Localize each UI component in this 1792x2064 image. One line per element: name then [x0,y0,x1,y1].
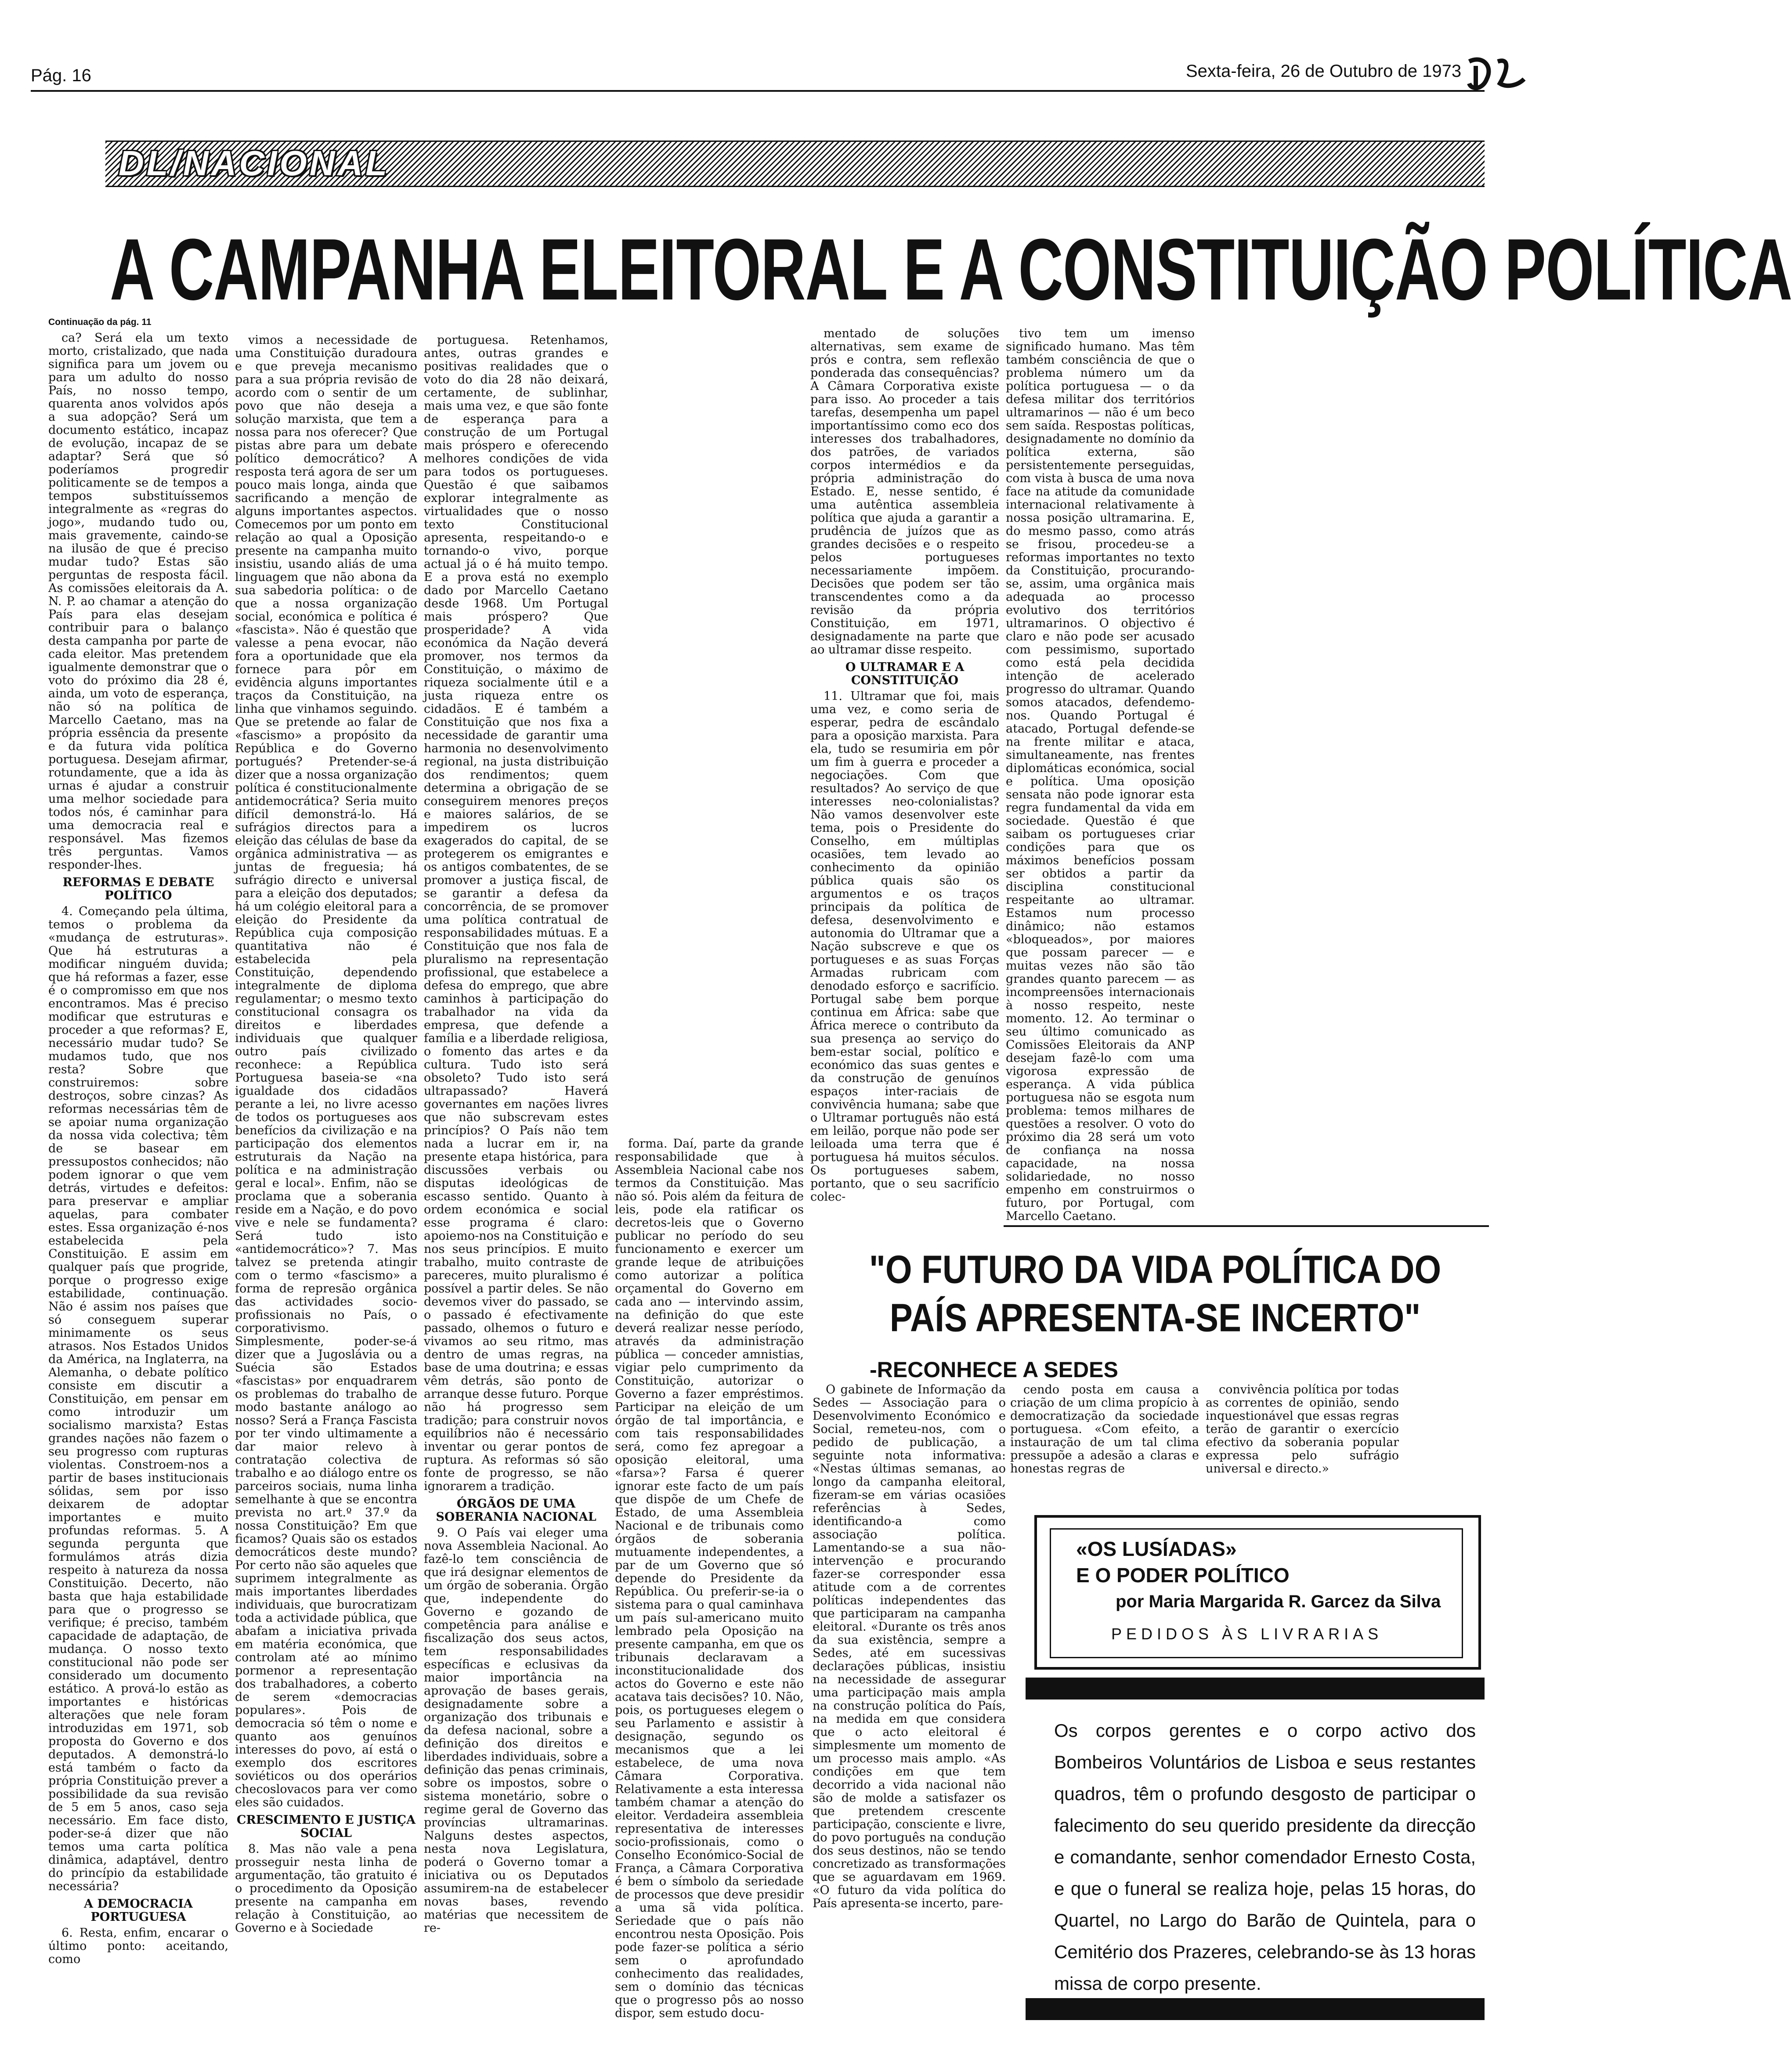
body-text: cendo posta em causa a criação de um clima propício à democratização da sociedade portuguesa. «Com efeito, a instauração de um tal clima pressupõe a adesão a claras e honestas regras de [1010,1383,1199,1476]
book-ad-subtitle: E O PODER POLÍTICO [1076,1564,1290,1587]
section-divider [1004,1225,1489,1227]
article-column-5 [810,327,999,1210]
body-text: O gabinete de Informação da Sedes — Associação para o Desenvolvimento Económico e Social, remeteu-nos, com o pedido de publicação, a seguinte nota informativa: «Nestas últimas semanas, ao longo da campanha eleitoral, fizeram-se em várias ocasiões referências à Sedes, identificando-a como associação política. Lamentando-se a sua não-intervenção e procurando fazer-se corresponder essa atitude com a de correntes políticas independentes das que participaram na campanha eleitoral. «Durante os três anos da sua existência, sempre a Sedes, até em sucessivas declarações públicas, insistiu na necessidade de assegurar uma participação mais ampla na construção política do País, na medida em que considera que o acto eleitoral é simplesmente um momento de um processo mais amplo. «As condições em que tem decorrido a vida nacional não são de molde a satisfazer os que pretendem crescente participação, consciente e livre, do povo português na condução dos seus destinos, não se tendo concretizado as transformações que se aguardavam em 1969. «O futuro da vida política do País apresenta-se incerto, pare- [813,1383,1006,1910]
body-text: 4. Começando pela última, temos o problema da «mudança de estruturas». Que há estruturas a modificar ninguém duvida; que há reformas a fazer, esse é o compromisso em que nos encontramos. Mas é preciso modificar que estruturas e proceder a que reformas? E, necessário mudar tudo? Se mudamos tudo, que nos resta? Sobre que construiremos: sobre destroços, sobre cinzas? As reformas necessárias têm de se apoiar numa organização da nossa vida colectiva; têm de se basear em pressupostos conhecidos; não podem ignorar o que vem detrás, virtudes e defeitos: para preservar e ampliar aquelas, para combater estes. Essa organização é-nos estabelecida pela Constituição. E assim em qualquer país que progride, porque o progresso exige estabilidade, continuação. Não é assim nos países que só conseguem superar minimamente os seus atrasos. Nos Estados Unidos da América, na Inglaterra, na Alemanha, o debate político consiste em discutir a Constituição, em pensar em como introduzir um socialismo marxista? Estas grandes nações não fazem o seu progresso com rupturas violentas. Constroem-nos a partir de bases institucionais sólidas, sem por isso deixarem de adoptar importantes e muito profundas reformas. 5. A segunda pergunta que formulámos atrás dizia respeito à natureza da nossa Constituição. Decerto, não basta que haja estabilidade para que o progresso se verifique; é preciso, também capacidade de adaptação, de mudança. O nosso texto constitucional não pode ser considerado um documento estático. A prová-lo estão as importantes e históricas alterações que nele foram introduzidas em 1971, sob proposta do Governo e dos deputados. A demonstrá-lo está também o facto da própria Constituição prever a possibilidade da sua revisão de 5 em 5 anos, caso seja necessário. Em face disto, poder-se-á dizer que não temos uma carta política dinâmica, adaptável, dentro do princípio da estabilidade necessária? [48,905,228,1893]
book-ad-title: «OS LUSÍADAS» [1076,1537,1237,1560]
body-text: vimos a necessidade de uma Constituição duradoura e que preveja mecanismo para a sua própria revisão de acordo com o sentir de um povo que não deseja a solução marxista, que tem a nossa para nos oferecer? Que pistas abre para um debate político democrático? A resposta terá agora de ser um pouco mais longa, ainda que sacrificando a menção de alguns importantes aspectos. Comecemos por um ponto em relação ao qual a Oposição presente na campanha muito insistiu, usando aliás de uma linguagem que não abona da sua sabedoria política: o de que a nossa organização social, económica e política é «fascista». Não é questão que valesse a pena evocar, não fora a oportunidade que ela fornece para pôr em evidência alguns importantes traços da Constituição, na linha que vinhamos seguindo. Que se pretende ao falar de «fascismo» a propósito da República e do Governo portugués? Pretender-se-á dizer que a nossa organização política é constitucionalmente antidemocrática? Seria muito difícil demonstrá-lo. Há sufrágios directos para a eleição das células de base da orgânica administrativa — as juntas de freguesia; há sufrágio directo e universal para a eleição dos deputados; há um colégio eleitoral para a eleição do Presidente da República cuja composição quantitativa não é estabelecida pela Constituição, dependendo integralmente de diploma regulamentar; o mesmo texto constitucional consagra os direitos e liberdades individuais que qualquer outro país civilizado reconhece: a República Portuguesa baseia-se «na igualdade dos cidadãos perante a lei, no livre acesso de todos os portugueses aos benefícios da civilização e na participação dos elementos estruturais da Nação na política e na administração geral e local». Enfim, não se proclama que a soberania reside em a Nação, e do povo vive e nele se fundamenta? Será tudo isto «antidemocrático»? 7. Mas talvez se pretenda atingir com o termo «fascismo» a forma de represão orgânica das actividades socio-profissionais no País, o corporativismo. Simplesmente, poder-se-á dizer que a Jugoslávia ou a Suécia são Estados «fascistas» por enquadrarem os problemas do trabalho de modo bastante análogo ao nosso? Será a França Fascista por ter vindo ultimamente a dar maior relevo à contratação colectiva de trabalho e ao diálogo entre os parceiros sociais, numa linha semelhante à que se encontra prevista no art.º 37.º da nossa Constituição? Em que ficamos? Quais são os estados democráticos deste mundo? Por certo não são aqueles que suprimem integralmente as mais importantes liberdades individuais, que burocratizam toda a actividade pública, que abafam a iniciativa privada em matéria económica, que controlam até ao mínimo pormenor a representação dos trabalhadores, a coberto de serem «democracias populares». Pois de democracia só têm o nome e quanto aos genuínos interesses do povo, aí está o exemplo dos escritores soviéticos ou dos operários checoslovacos para ver como eles são cuidados. [235,333,417,1809]
mourning-bar-top [1026,1678,1485,1700]
subheading: CRESCIMENTO E JUSTIÇA SOCIAL [236,1813,416,1840]
article-column-2 [235,334,417,2042]
body-text: convivência política por todas as correntes de opinião, sendo inquestionável que essas regras terão de garantir o exercício efectivo da soberania popular expressa pelo sufrágio universal e directo.» [1206,1383,1399,1476]
body-text: 9. O País vai eleger uma nova Assembleia Nacional. Ao fazê-lo tem consciência de que irá designar elementos de um órgão de soberania. Órgão que, independente do Governo e gozando de competência para análise e fiscalização dos seus actos, tem responsabilidades específicas e eclusivas da maior importância na aprovação de bases gerais, designadamente sobre a organização dos tribunais e da defesa nacional, sobre a definição dos direitos e liberdades individuais, sobre a definição das penas criminais, sobre os impostos, sobre o sistema monetário, sobre o regime geral de Governo das províncias ultramarinas. Nalguns destes aspectos, nesta nova Legislatura, poderá o Governo tomar a iniciativa ou os Deputados assumirem-na de estabelecer novas bases, revendo matérias que necessitem de re- [424,1526,608,1935]
body-text: mentado de soluções alternativas, sem exame de prós e contra, sem reflexão ponderada das consequências? A Câmara Corporativa existe para isso. Ao proceder a tais tarefas, desempenha um papel importantíssimo como eco dos interesses dos trabalhadores, dos patrões, de variados corpos intermédios e da própria administração do Estado. E, nesse sentido, é uma autêntica assembleia política que ajuda a garantir a prudência de juízos que as grandes decisões e o respeito pelos portugueses necessariamente impõem. Decisões que podem ser tão transcendentes como a da revisão da própria Constituição, em 1971, designadamente na parte que ao ultramar disse respeito. [810,327,999,657]
book-ad-author: por Maria Margarida R. Garcez da Silva [1116,1592,1441,1611]
subheading: O ULTRAMAR E A CONSTITUIÇÃO [845,660,965,687]
body-text: ca? Será ela um texto morto, cristalizado, que nada significa para um jovem ou para um adulto do nosso País, no nosso tempo, quarenta anos volvidos após a sua adopção? Será um documento estático, incapaz de evolução, incapaz de se adaptar? Será que só poderíamos progredir politicamente se de tempos a tempos substituíssemos integralmente as «regras do jogo», mudando tudo ou, mais gravemente, caindo-se na ilusão de que é preciso mudar tudo? Estas são perguntas de resposta fácil. As comissões eleitorais da A. N. P. ao chamar a atenção do País para elas desejam contribuir para o balanço desta campanha por parte de cada eleitor. Mas pretendem igualmente demonstrar que o voto do próximo dia 28 é, ainda, um voto de esperança, não só na política de Marcello Caetano, mas na própria essência da presente e da futura vida política portuguesa. Desejam afirmar, rotundamente, que a ida às urnas é ajudar a construir uma melhor sociedade para todos nós, é caminhar para uma democracia real e responsável. Mas fizemos três perguntas. Vamos responder-lhes. [48,331,228,872]
book-ad-order-line: PEDIDOS ÀS LIVRARIAS [1111,1625,1383,1643]
mourning-bar-bottom [1026,1998,1485,2020]
body-text: 8. Mas não vale a pena prosseguir nesta linha de argumentação, tão gratuito é o procedimento da Oposição presente na campanha em relação à Constituição, ao Governo e à Sociedade [235,1842,417,1935]
sedes-column-3 [1206,1383,1399,1502]
section-label: DL/NACIONAL [119,144,390,183]
article-column-3 [424,334,608,2042]
obituary-notice: Os corpos gerentes e o corpo activo dos Bombeiros Voluntários de Lisboa e seus restantes quadros, têm o profundo desgosto de participar o falecimento do seu querido presidente da direcção e comandante, senhor comendador Ernesto Costa, e que o funeral se realiza hoje, pelas 15 horas, do Quartel, no Largo do Barão de Quintela, para o Cemitério dos Prazeres, celebrando-se às 13 horas missa de corpo presente. [1054,1720,1476,1994]
subheading: REFORMAS E DEBATE POLÍTICO [62,876,214,902]
subheading: A DEMOCRACIA PORTUGUESA [84,1897,193,1924]
continuation-note: Continuação da pág. 11 [48,317,152,327]
body-text: 6. Resta, enfim, encarar o último ponto: aceitando, como [48,1926,228,1966]
article-column-4 [615,1137,804,2042]
sedes-subheadline: -RECONHECE A SEDES [870,1357,1118,1382]
header-rule [31,90,1485,92]
body-text: forma. Daí, parte da grande responsabilidade que à Assembleia Nacional cabe nos termos da Constituição. Mas não só. Pois além da feitura de leis, pode ela ratificar os decretos-leis que o Governo publicar no período do seu funcionamento e exercer um grande leque de atribuições como autorizar a política orçamental do Governo em cada ano — intervindo assim, na definição do que este deverá realizar nesse período, através da administração pública — conceder amnistias, vigiar pelo cumprimento da Constituição, autorizar o Governo a fazer empréstimos. Participar na eleição de um órgão de tal importância, e com tais responsabilidades será, como fez apregoar a oposição eleitoral, uma «farsa»? Farsa é querer ignorar este facto de um país que dispõe de um Chefe de Estado, de uma Assembleia Nacional e de tribunais como órgãos de soberania mutuamente independentes, a par de um Governo que só depende do Presidente da República. Ou preferir-se-ia o sistema para o qual caminhava um país sul-americano muito lembrado pela Oposição na presente campanha, em que os tribunais declaravam a inconstitucionalidade dos actos do Governo e este não acatava tais decisões? 10. Não, pois, os portugueses elegem o seu Parlamento e assistir à designação, segundo os mecanismos que a lei estabelece, de uma nova Câmara Corporativa. Relativamente a esta interessa também chamar a atenção do eleitor. Verdadeira assembleia representativa de interesses socio-profissionais, como o Conselho Económico-Social de França, a Câmara Corporativa é bem o símbolo da seriedade de processos que deve presidir a uma sã vida política. Seriedade que o país não encontrou nesta Oposição. Pois pode fazer-se política a sério sem o aprofundado conhecimento das realidades, sem o domínio das técnicas que o progresso pôs ao nosso dispor, sem estudo docu- [615,1137,804,2020]
article-column-1 [48,332,228,2044]
issue-date: Sexta-feira, 26 de Outubro de 1973 [1186,61,1462,81]
sedes-column-1 [813,1383,1006,2042]
page-number: Pág. 16 [31,66,91,85]
article-column-6 [1006,327,1195,1223]
body-text: 11. Ultramar que foi, mais uma vez, e como seria de esperar, pedra de escândalo para a oposição marxista. Para ela, tudo se resumiria em pôr um fim à guerra e proceder a negociações. Com que resultados? Ao serviço de que interesses neo-colonialistas? Não vamos desenvolver este tema, pois o Presidente do Conselho, em múltiplas ocasiões, tem levado ao conhecimento da opinião pública quais são os argumentos e os traços principais da política de defesa, desenvolvimento e autonomia do Ultramar que a Nação subscreve e que os portugueses e as suas Forças Armadas rubricam com denodado esforço e sacrifício. Portugal sabe bem porque continua em África: sabe que África merece o contributo da sua presença ao serviço do bem-estar social, político e económico das suas gentes e da construção de genuínos espaços inter-raciais de convivência humana; sabe que o Ultramar português não está em leilão, porque não pode ser leiloada uma terra que é portuguesa há muitos séculos. Os portugueses sabem, portanto, que o seu sacrifício colec- [810,689,999,1204]
sedes-column-2 [1010,1383,1199,1502]
body-text: tivo tem um imenso significado humano. Mas têm também consciência de que o problema número um da política portuguesa — o da defesa militar dos territórios ultramarinos — não é um beco sem saída. Respostas políticas, designadamente no domínio da política externa, são persistentemente perseguidas, com vista à busca de uma nova face na atitude da comunidade internacional relativamente à nossa posição ultramarina. E, do mesmo passo, como atrás se frisou, procedeu-se a reformas importantes no texto da Constituição, procurando-se, assim, uma orgânica mais adequada ao processo evolutivo dos territórios ultramarinos. O objectivo é claro e não pode ser acusado com pessimismo, suportado como está pela decidida intenção de acelerado progresso do ultramar. Quando somos atacados, defendemo-nos. Quando Portugal é atacado, Portugal defende-se na frente militar e ataca, simultaneamente, nas frentes diplomáticas económica, social e política. Uma oposição sensata não pode ignorar esta regra fundamental da vida em sociedade. Questão é que saibam os portugueses criar condições para que os máximos benefícios possam ser obtidos a partir da disciplina constitucional respeitante ao ultramar. Estamos num processo dinâmico; não estamos «bloqueados», por maiores que possam parecer — e muitas vezes não são tão grandes quanto parecem — as incompreensões internacionais à nosso respeito, neste momento. 12. Ao terminar o seu último comunicado as Comissões Eleitorais da ANP desejam fazê-lo com uma vigorosa expressão de esperança. A vida pública portuguesa não se esgota num problema: temos milhares de questões a resolver. O voto do próximo dia 28 será um voto de confiança na nossa capacidade, na nossa solidariedade, no nosso empenho em construirmos o futuro, por Portugal, com Marcello Caetano. [1006,327,1195,1223]
subheading: ÓRGÃOS DE UMA SOBERANIA NACIONAL [436,1497,596,1524]
main-headline: A CAMPANHA ELEITORAL E A CONSTITUIÇÃO POLÍTICA [110,220,1792,319]
sedes-headline: "O FUTURO DA VIDA POLÍTICA DO PAÍS APRESENTA-SE INCERTO" [869,1247,1442,1340]
body-text: portuguesa. Retenhamos, antes, outras grandes e positivas realidades que o voto do dia 28 não deixará, certamente, de sublinhar, mais uma vez, e que são fonte de esperança para a construção de um Portugal mais próspero e oferecendo melhores condições de vida para todos os portugueses. Questão é que saibamos explorar integralmente as virtualidades que o nosso texto Constitucional apresenta, respeitando-o e tornando-o vivo, porque actual já o é há muito tempo. E a prova está no exemplo dado por Marcello Caetano desde 1968. Um Portugal mais próspero? Que prosperidade? A vida económica da Nação deverá promover, nos termos da Constituição, o máximo de riqueza socialmente útil e a justa riqueza entre os cidadãos. E é também a Constituição que nos fixa a necessidade de garantir uma harmonia no desenvolvimento regional, na justa distribuição dos rendimentos; quem determina a obrigação de se conseguirem menores preços e maiores salários, de se impedirem os lucros exagerados do capital, de se protegerem os emigrantes e os antigos combatentes, de se promover a justiça fiscal, de se garantir a defesa da concorrência, de se promover uma política contratual de responsabilidades mútuas. E a Constituição que nos fala de pluralismo na representação profissional, que estabelece a defesa do emprego, que abre caminhos à participação do trabalhador na vida da empresa, que defende a família e a liberdade religiosa, o fomento das artes e da cultura. Tudo isto será obsoleto? Tudo isto será ultrapassado? Haverá governantes em nações livres que não subscrevam estes princípios? O País não tem nada a lucrar em ir, na presente etapa histórica, para discussões verbais ou disputas ideológicas de escasso sentido. Quanto à ordem económica e social esse programa é claro: apoiemo-nos na Constituição e nos seus princípios. E muito trabalho, muito contraste de pareceres, muito pluralismo é possível a partir deles. Se não devemos viver do passado, se o passado é efectivamente passado, olhemos o futuro e vivamos ao seu ritmo, mas dentro de umas regras, na base de uma doutrina; e essas vêm detrás, são ponto de arranque desse futuro. Porque não há progresso sem tradição; para construir novos equilíbrios não é necessário inventar ou gerar pontos de ruptura. As reformas só são fonte de progresso, se não ignorarem a tradição. [424,333,608,1493]
